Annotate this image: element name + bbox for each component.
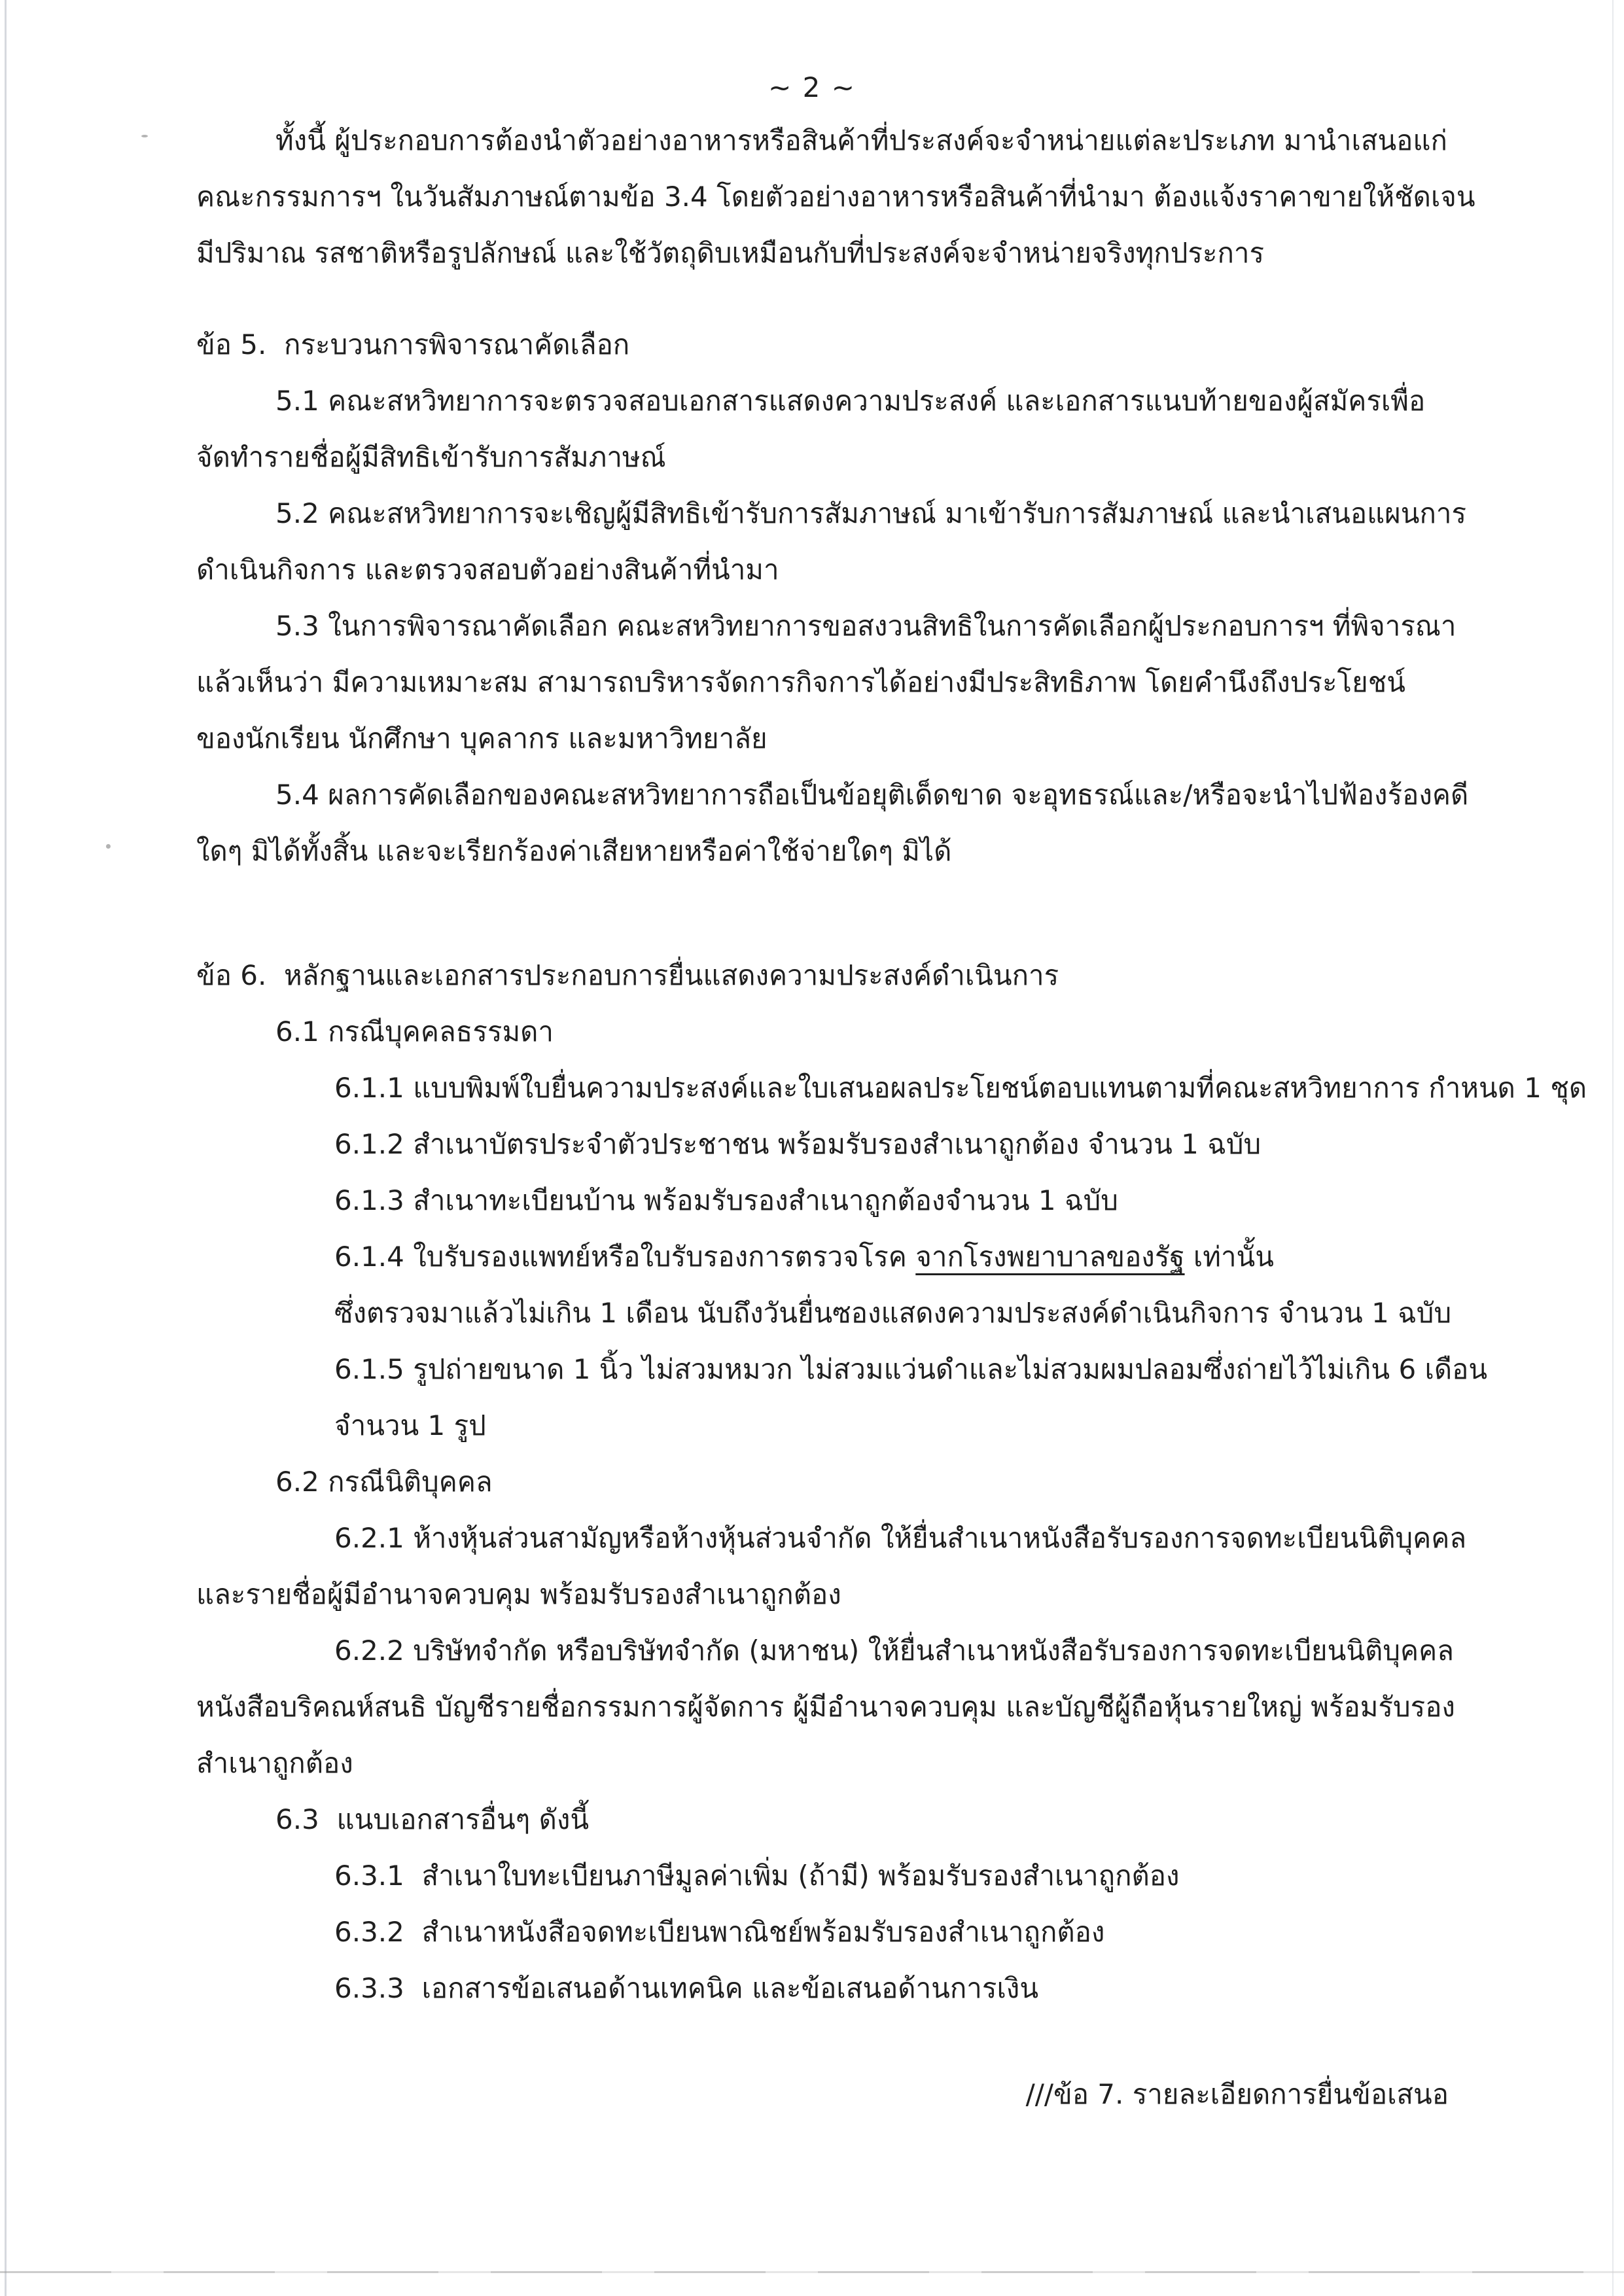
text-line [196,169,1475,225]
text-segment: ข้อ 5. กระบวนการพิจารณาคัดเลือก [196,328,630,361]
text-segment: ใดๆ มิได้ทั้งสิ้น และจะเรียกร้องค่าเสียหายหรือค่าใช้จ่ายใดๆ มิได้ [196,835,952,867]
text-line [196,1173,1459,1229]
text-segment: 6.3.2 สำเนาหนังสือจดทะเบียนพาณิชย์พร้อมรับรองสำเนาถูกต้อง [334,1916,1105,1948]
text-line [196,823,1459,879]
text-line [196,225,1459,281]
text-segment: ของนักเรียน นักศึกษา บุคลากร และมหาวิทยาลัย [196,722,768,754]
text-segment: 6.1.5 รูปถ่ายขนาด 1 นิ้ว ไม่สวมหมวก ไม่สวมแว่นดำและไม่สวมผมปลอมซึ่งถ่ายไว้ไม่เกิน 6 เดือน [334,1353,1488,1385]
text-segment: คณะกรรมการฯ ในวันสัมภาษณ์ตามข้อ 3.4 โดยตัวอย่างอาหารหรือสินค้าที่นำมา ต้องแจ้งราคาขายให้ชัดเจน [196,181,1475,213]
text-line [196,1904,1459,1960]
scan-edge-left [5,0,7,2296]
text-line [196,1566,1459,1623]
text-line [196,1735,1459,1792]
text-line [196,767,1469,823]
text-segment: 6.1.2 สำเนาบัตรประจำตัวประชาชน พร้อมรับรองสำเนาถูกต้อง จำนวน 1 ฉบับ [334,1128,1262,1160]
text-segment: ดำเนินกิจการ และตรวจสอบตัวอย่างสินค้าที่นำมา [196,554,779,586]
text-line [196,1285,1459,1341]
text-segment: 6.1.3 สำเนาทะเบียนบ้าน พร้อมรับรองสำเนาถูกต้องจำนวน 1 ฉบับ [334,1184,1118,1216]
text-line [196,1960,1459,2017]
text-line [196,1848,1459,1904]
text-line [196,711,1459,767]
text-line [196,486,1467,542]
text-line [196,1004,1459,1060]
footer-continuation-note: ///ข้อ 7. รายละเอียดการยื่นข้อเสนอ [1025,2078,1449,2110]
text-segment: หนังสือบริคณห์สนธิ บัญชีรายชื่อกรรมการผู้จัดการ ผู้มีอำนาจควบคุม และบัญชีผู้ถือหุ้นรายใหญ่ พร้อมรับรอง [196,1691,1455,1723]
text-segment: 5.1 คณะสหวิทยาการจะตรวจสอบเอกสารแสดงความประสงค์ และเอกสารแนบท้ายของผู้สมัครเพื่อ [275,385,1426,417]
text-line [196,373,1459,429]
scan-edge-right [1612,0,1614,2296]
text-segment: 6.3.3 เอกสารข้อเสนอด้านเทคนิค และข้อเสนอด้านการเงิน [334,1972,1039,2004]
text-segment: 6.2.2 บริษัทจำกัด หรือบริษัทจำกัด (มหาชน) ให้ยื่นสำเนาหนังสือรับรองการจดทะเบียนนิติบุคคล [334,1634,1454,1667]
text-segment: เท่านั้น [1184,1241,1274,1273]
text-segment: มีปริมาณ รสชาติหรือรูปลักษณ์ และใช้วัตถุดิบเหมือนกับที่ประสงค์จะจำหน่ายจริงทุกประการ [196,237,1265,269]
text-line [196,654,1459,711]
scan-speck [106,844,111,849]
text-segment: 6.3 แนบเอกสารอื่นๆ ดังนี้ [275,1803,590,1835]
underlined-text: จากโรงพยาบาลของรัฐ [915,1241,1185,1273]
text-line [196,317,1459,373]
text-segment: 6.1.1 แบบพิมพ์ใบยื่นความประสงค์และใบเสนอผลประโยชน์ตอบแทนตามที่คณะสหวิทยาการ กำหนด 1 ชุด [334,1072,1587,1104]
text-segment: 5.3 ในการพิจารณาคัดเลือก คณะสหวิทยาการขอสงวนสิทธิในการคัดเลือกผู้ประกอบการฯ ที่พิจารณา [275,610,1456,642]
text-segment: ทั้งนี้ ผู้ประกอบการต้องนำตัวอย่างอาหารหรือสินค้าที่ประสงค์จะจำหน่ายแต่ละประเภท มานำเสนอแก่ [275,124,1447,156]
text-segment: จัดทำรายชื่อผู้มีสิทธิเข้ารับการสัมภาษณ์ [196,441,666,473]
text-line [196,1116,1459,1173]
scan-speck [141,135,148,137]
text-segment: 5.4 ผลการคัดเลือกของคณะสหวิทยาการถือเป็นข้อยุติเด็ดขาด จะอุทธรณ์และ/หรือจะนำไปฟ้องร้องคดี [275,779,1469,811]
text-segment: 5.2 คณะสหวิทยาการจะเชิญผู้มีสิทธิเข้ารับการสัมภาษณ์ มาเข้ารับการสัมภาษณ์ และนำเสนอแผนการ [275,497,1467,529]
text-segment: ข้อ 6. หลักฐานและเอกสารประกอบการยื่นแสดงความประสงค์ดำเนินการ [196,959,1059,991]
text-line [196,1792,1459,1848]
text-line [196,1229,1459,1285]
text-segment: สำเนาถูกต้อง [196,1747,353,1779]
text-segment: 6.3.1 สำเนาใบทะเบียนภาษีมูลค่าเพิ่ม (ถ้ามี) พร้อมรับรองสำเนาถูกต้อง [334,1860,1180,1892]
text-line [196,598,1459,654]
text-line [196,113,1459,169]
text-line [196,1623,1459,1679]
text-line [196,1679,1459,1735]
text-line [196,947,1459,1004]
scan-edge-bottom [0,2271,1624,2273]
page-number: ~ 2 ~ [768,71,856,103]
text-segment: 6.1 กรณีบุคคลธรรมดา [275,1016,554,1048]
text-line [196,1510,1467,1566]
text-segment: แล้วเห็นว่า มีความเหมาะสม สามารถบริหารจัดการกิจการได้อย่างมีประสิทธิภาพ โดยคำนึงถึงประโยชน์ [196,666,1405,698]
text-line [196,1060,1587,1116]
text-line [196,1454,1459,1510]
text-segment: 6.2.1 ห้างหุ้นส่วนสามัญหรือห้างหุ้นส่วนจำกัด ให้ยื่นสำเนาหนังสือรับรองการจดทะเบียนนิติบุคคล [334,1522,1467,1554]
text-line [196,429,1459,486]
text-segment: และรายชื่อผู้มีอำนาจควบคุม พร้อมรับรองสำเนาถูกต้อง [196,1578,841,1610]
text-segment: ซึ่งตรวจมาแล้วไม่เกิน 1 เดือน นับถึงวันยื่นซองแสดงความประสงค์ดำเนินกิจการ จำนวน 1 ฉบับ [334,1297,1452,1329]
text-segment: จำนวน 1 รูป [334,1409,486,1441]
text-segment: 6.2 กรณีนิติบุคคล [275,1466,493,1498]
text-line [196,542,1459,598]
text-segment: 6.1.4 ใบรับรองแพทย์หรือใบรับรองการตรวจโรค [334,1241,916,1273]
text-line [196,1341,1488,1398]
document-body [196,113,1587,2017]
text-line [196,1398,1459,1454]
